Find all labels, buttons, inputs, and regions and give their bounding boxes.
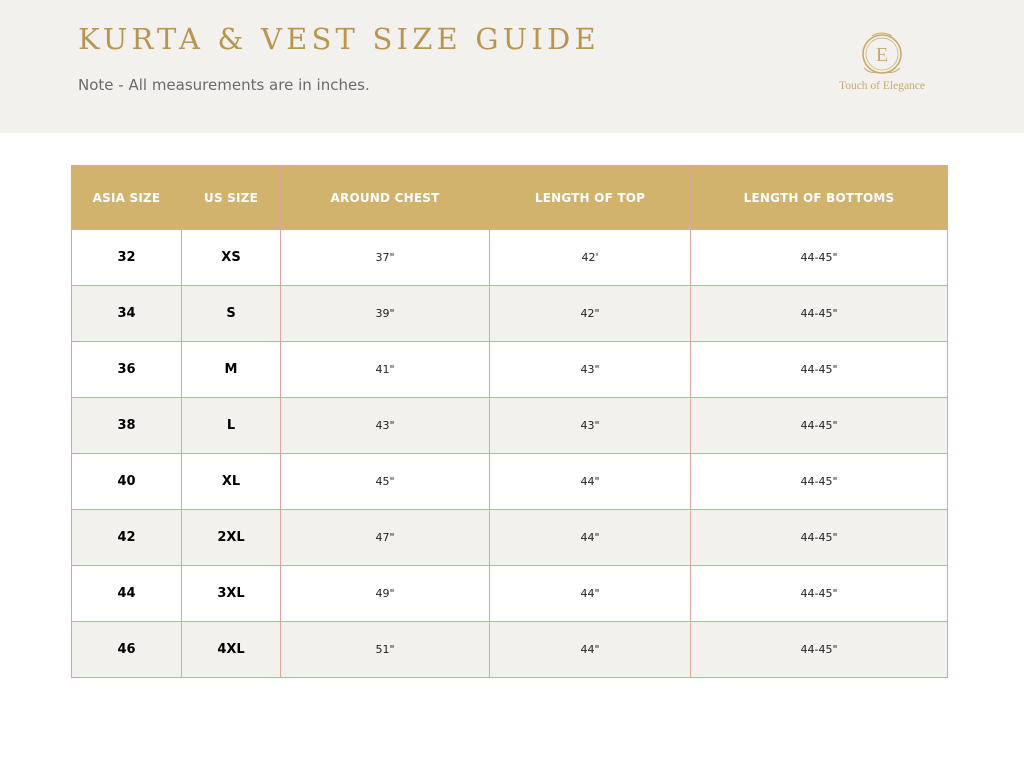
top-length-cell: 44" bbox=[490, 566, 691, 622]
column-header-asia-size: ASIA SIZE bbox=[72, 166, 182, 230]
asia-size-cell: 32 bbox=[72, 230, 182, 286]
top-length-cell: 44" bbox=[490, 622, 691, 678]
asia-size-cell: 42 bbox=[72, 510, 182, 566]
top-length-cell: 44" bbox=[490, 510, 691, 566]
column-header-length-of-top: LENGTH OF TOP bbox=[490, 166, 691, 230]
column-header-length-of-bottoms: LENGTH OF BOTTOMS bbox=[691, 166, 948, 230]
bottom-length-cell: 44-45" bbox=[691, 230, 948, 286]
asia-size-cell: 36 bbox=[72, 342, 182, 398]
bottom-length-cell: 44-45" bbox=[691, 622, 948, 678]
table-row bbox=[72, 286, 948, 342]
brand-name: Touch of Elegance bbox=[838, 80, 926, 92]
bottom-length-cell: 44-45" bbox=[691, 566, 948, 622]
asia-size-cell: 46 bbox=[72, 622, 182, 678]
bottom-length-cell: 44-45" bbox=[691, 454, 948, 510]
bottom-length-cell: 44-45" bbox=[691, 286, 948, 342]
table-row bbox=[72, 398, 948, 454]
chest-cell: 49" bbox=[281, 566, 490, 622]
bottom-length-cell: 44-45" bbox=[691, 342, 948, 398]
table-row bbox=[72, 342, 948, 398]
top-length-cell: 44" bbox=[490, 454, 691, 510]
us-size-cell: M bbox=[182, 342, 281, 398]
chest-cell: 39" bbox=[281, 286, 490, 342]
us-size-cell: 2XL bbox=[182, 510, 281, 566]
asia-size-cell: 38 bbox=[72, 398, 182, 454]
page-title: KURTA & VEST SIZE GUIDE bbox=[78, 22, 600, 56]
us-size-cell: XL bbox=[182, 454, 281, 510]
us-size-cell: XS bbox=[182, 230, 281, 286]
table-header-row bbox=[72, 166, 948, 230]
chest-cell: 51" bbox=[281, 622, 490, 678]
table-row bbox=[72, 566, 948, 622]
bottom-length-cell: 44-45" bbox=[691, 398, 948, 454]
header-band bbox=[0, 0, 1024, 133]
top-length-cell: 43" bbox=[490, 398, 691, 454]
asia-size-cell: 44 bbox=[72, 566, 182, 622]
logo-letter: E bbox=[875, 44, 889, 66]
us-size-cell: 4XL bbox=[182, 622, 281, 678]
chest-cell: 41" bbox=[281, 342, 490, 398]
top-length-cell: 42" bbox=[490, 286, 691, 342]
column-header-us-size: US SIZE bbox=[182, 166, 281, 230]
top-length-cell: 43" bbox=[490, 342, 691, 398]
asia-size-cell: 40 bbox=[72, 454, 182, 510]
measurement-note: Note - All measurements are in inches. bbox=[78, 76, 370, 94]
table-row bbox=[72, 230, 948, 286]
us-size-cell: L bbox=[182, 398, 281, 454]
chest-cell: 47" bbox=[281, 510, 490, 566]
table-row bbox=[72, 454, 948, 510]
bottom-length-cell: 44-45" bbox=[691, 510, 948, 566]
chest-cell: 45" bbox=[281, 454, 490, 510]
top-length-cell: 42' bbox=[490, 230, 691, 286]
chest-cell: 43" bbox=[281, 398, 490, 454]
brand-logo bbox=[832, 28, 932, 98]
asia-size-cell: 34 bbox=[72, 286, 182, 342]
table-row bbox=[72, 622, 948, 678]
size-table bbox=[71, 165, 948, 678]
table-row bbox=[72, 510, 948, 566]
column-header-around-chest: AROUND CHEST bbox=[281, 166, 490, 230]
logo-emblem-icon bbox=[856, 28, 908, 80]
chest-cell: 37" bbox=[281, 230, 490, 286]
us-size-cell: S bbox=[182, 286, 281, 342]
us-size-cell: 3XL bbox=[182, 566, 281, 622]
